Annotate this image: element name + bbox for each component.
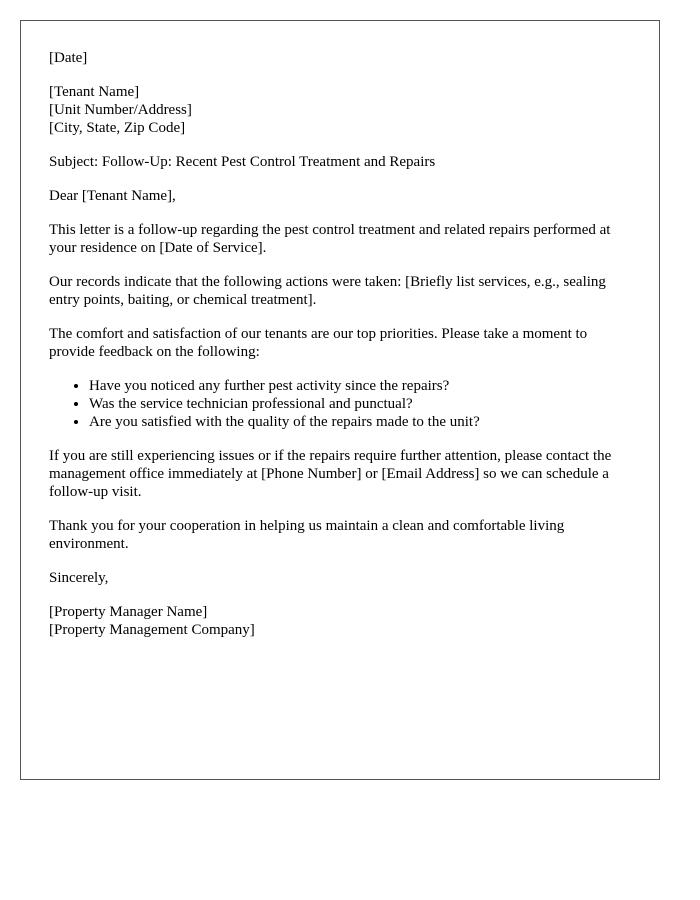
- paragraph-feedback: The comfort and satisfaction of our tenants are our top priorities. Please take a moment to provide feedback on the following:: [49, 326, 588, 360]
- paragraph-thanks: Thank you for your cooperation in helping us maintain a clean and comfortable living environment.: [49, 518, 565, 552]
- signature-name: [Property Manager Name]: [49, 604, 208, 620]
- paragraph-intro: This letter is a follow-up regarding the pest control treatment and related repairs performed at your residence on [Date of Service].: [49, 222, 611, 256]
- list-item: • Are you satisfied with the quality of the repairs made to the unit?: [89, 413, 631, 431]
- letter-page: [20, 20, 660, 780]
- signature-block: [49, 603, 631, 639]
- recipient-city: [City, State, Zip Code]: [49, 120, 186, 136]
- recipient-address: [49, 83, 631, 137]
- letter-salutation: Dear [Tenant Name],: [49, 188, 176, 204]
- letter-signoff: Sincerely,: [49, 570, 109, 586]
- letter-subject: Subject: Follow-Up: Recent Pest Control Treatment and Repairs: [49, 154, 436, 170]
- recipient-name: [Tenant Name]: [49, 84, 140, 100]
- date-text: [Date]: [49, 50, 88, 66]
- signature-company: [Property Management Company]: [49, 622, 255, 638]
- list-item: • Have you noticed any further pest activity since the repairs?: [89, 377, 631, 395]
- paragraph-contact: If you are still experiencing issues or if the repairs require further attention, please contact the management office immediately at [Phone Number] or [Email Address] so we can schedule a follow-up visit.: [49, 448, 612, 500]
- paragraph-actions: Our records indicate that the following actions were taken: [Briefly list services, e.g., sealing entry points, baiting, or chemical treatment].: [49, 274, 606, 308]
- feedback-questions: [49, 377, 631, 431]
- recipient-unit: [Unit Number/Address]: [49, 102, 192, 118]
- list-item: • Was the service technician professional and punctual?: [89, 395, 631, 413]
- letter-date: [49, 49, 631, 67]
